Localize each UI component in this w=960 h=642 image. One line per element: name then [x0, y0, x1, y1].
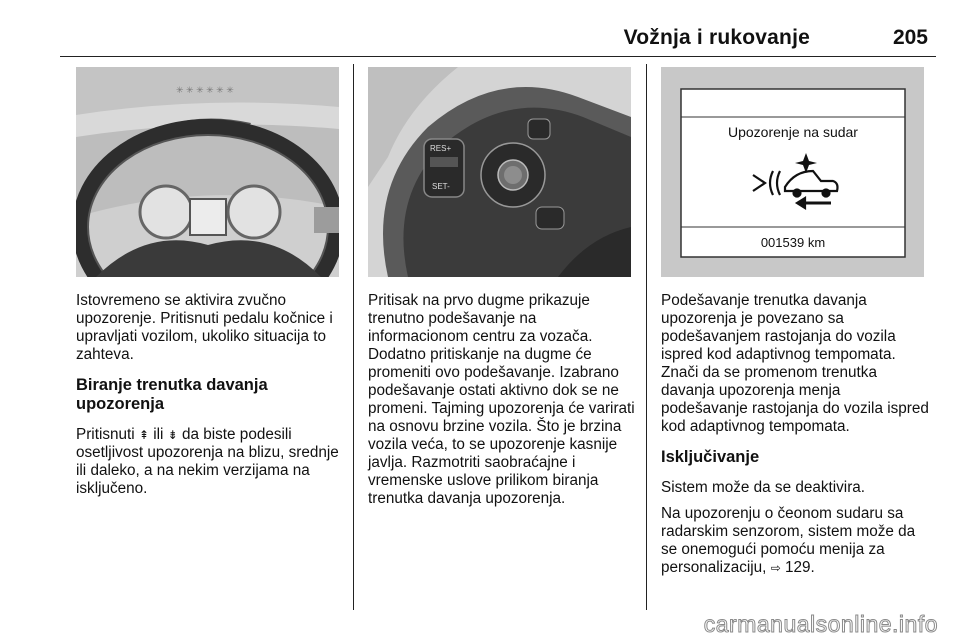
col3-paragraph-2: Sistem može da se deaktivira. [661, 479, 866, 496]
col1-paragraph-2: Pritisnuti ⇞ ili ⇟ da biste podesili osetljivost upozorenja na blizu, srednje ili daleko, a na nekim verzijama na isključeno. [76, 426, 339, 497]
distance-up-icon: ⇞ [138, 428, 149, 442]
column-3 [661, 292, 929, 585]
figure-dashboard [76, 67, 339, 277]
page-reference-icon: ⇨ [770, 561, 781, 575]
header-rule [60, 56, 936, 57]
column-1 [76, 292, 344, 506]
col3-paragraph-3: Na upozorenju o čeonom sudaru sa radarskim senzorom, sistem može da se onemogući pomoću menija za personalizaciju, ⇨ 129. [661, 505, 916, 576]
display-screen-title: Upozorenje na sudar [728, 124, 858, 140]
figure-driver-info-display [661, 67, 924, 277]
page-header-title: Vožnja i rukovanje [623, 26, 810, 49]
res-label: RES+ [430, 144, 452, 153]
col1-paragraph-1: Istovremeno se aktivira zvučno upozorenje. Pritisnuti pedalu kočnice i upravljati vozilom, ukoliko situacija to zahteva. [76, 292, 333, 363]
distance-down-icon: ⇟ [167, 428, 178, 442]
col2-paragraph-1: Pritisak na prvo dugme prikazuje trenutno podešavanje na informacionom centru za vozača. Dodatno pritiskanje na dugme će promeniti ovo podešavanje. Izabrano podešavanje ostati aktivno dok se ne promeni. Tajming upozorenja će varirati na osnovu brzine vozila. Što je brzina vozila veća, to se upozorenje kasnije javlja. Razmotriti saobraćajne i vremenske uslove prilikom biranja trenutka davanja upozorenja. [368, 292, 635, 507]
watermark: carmanualsonline.info [703, 611, 938, 637]
column-rule-right [646, 64, 647, 610]
page-number: 205 [892, 26, 928, 49]
odometer-readout: 001539 km [760, 235, 826, 250]
figure-steering-wheel-buttons [368, 67, 631, 277]
page-reference-link[interactable]: 129 [785, 559, 811, 576]
set-label: SET- [432, 182, 450, 191]
col1-heading: Biranje trenutka davanja upozorenja [76, 376, 268, 413]
column-rule-left [353, 64, 354, 610]
col3-heading: Isključivanje [661, 448, 760, 466]
svg-text:✳ ✳ ✳ ✳ ✳ ✳: ✳ ✳ ✳ ✳ ✳ ✳ [176, 85, 234, 95]
col3-paragraph-1: Podešavanje trenutka davanja upozorenja je povezano sa podešavanjem rastojanja do vozila ispred kod adaptivnog tempomata. Znači da se promenom trenutka davanja upozorenja menja podešavanje rastojanja do vozila ispred kod adaptivnog tempomata. [661, 292, 929, 435]
column-2 [368, 292, 636, 516]
